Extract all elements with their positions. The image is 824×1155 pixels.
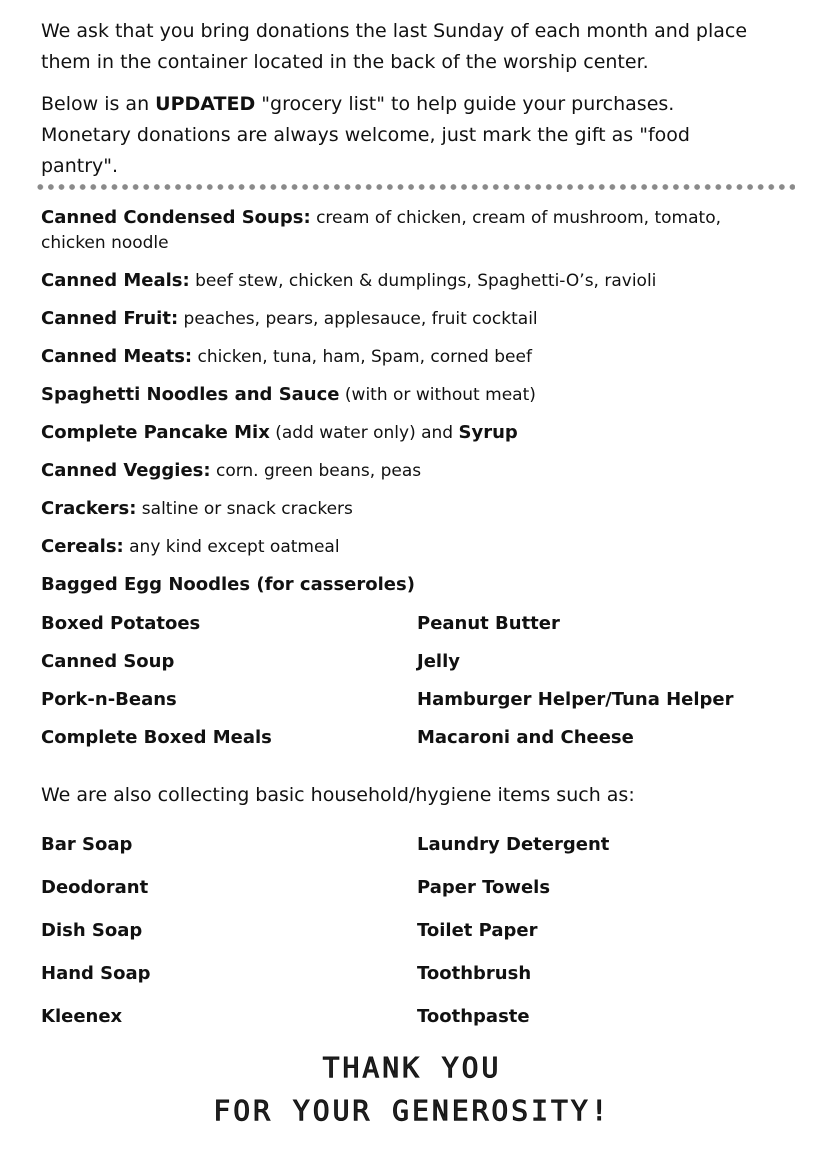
list-item <box>41 205 786 256</box>
item-label: Canned Fruit: <box>41 308 179 329</box>
list-item <box>41 572 415 598</box>
item-label: Bagged Egg Noodles (for casseroles) <box>41 574 415 595</box>
hygiene-right-item: Toothbrush <box>417 963 532 984</box>
intro-paragraph: We ask that you bring donations the last Sunday of each month and place them in the container located in the back of the worship center. <box>41 20 748 73</box>
grocery-right-item: Macaroni and Cheese <box>417 727 634 748</box>
item-label: Canned Veggies: <box>41 460 211 481</box>
list-item <box>41 420 518 446</box>
hygiene-right-item: Toilet Paper <box>417 920 538 941</box>
list-item <box>41 344 532 370</box>
grocery-left-item: Boxed Potatoes <box>41 613 201 634</box>
intro-text-after: "grocery list" to help guide your purchases. Monetary donations are always welcome, just mark the gift as "food pantry". <box>41 93 690 177</box>
list-item <box>41 496 353 522</box>
hygiene-left-item: Dish Soap <box>41 920 143 941</box>
generosity-line: FOR YOUR GENEROSITY! <box>213 1094 611 1127</box>
thank-you-line: THANK YOU <box>322 1051 502 1084</box>
dotted-divider <box>35 184 795 190</box>
list-item <box>41 534 340 560</box>
grocery-left-item: Pork-n-Beans <box>41 689 177 710</box>
hygiene-left-item: Hand Soap <box>41 963 151 984</box>
item-desc: cream of chicken, cream of mushroom, tomato, chicken noodle <box>41 208 721 253</box>
hygiene-left-item: Deodorant <box>41 877 149 898</box>
item-label: Canned Meats: <box>41 346 193 367</box>
hygiene-right-item: Paper Towels <box>417 877 551 898</box>
grocery-list-intro <box>41 89 741 182</box>
item-label: Cereals: <box>41 536 124 557</box>
item-label-syrup: Syrup <box>458 422 518 443</box>
list-item <box>41 306 538 332</box>
item-desc: saltine or snack crackers <box>136 499 353 519</box>
item-desc: corn. green beans, peas <box>210 461 422 481</box>
hygiene-right-item: Laundry Detergent <box>417 834 610 855</box>
intro-text-before: Below is an <box>41 93 156 115</box>
grocery-right-item: Jelly <box>417 651 460 672</box>
item-label: Complete Pancake Mix <box>41 422 270 443</box>
item-desc: chicken, tuna, ham, Spam, corned beef <box>192 347 532 367</box>
hygiene-intro: We are also collecting basic household/hygiene items such as: <box>41 784 635 806</box>
hygiene-left-item: Bar Soap <box>41 834 133 855</box>
item-label: Canned Meals: <box>41 270 190 291</box>
item-desc: peaches, pears, applesauce, fruit cocktail <box>178 309 538 329</box>
updated-emphasis: UPDATED <box>155 93 256 115</box>
grocery-right-item: Hamburger Helper/Tuna Helper <box>417 689 734 710</box>
item-desc: (with or without meat) <box>339 385 536 405</box>
thank-you-message <box>0 1046 824 1132</box>
item-desc: any kind except oatmeal <box>123 537 340 557</box>
list-item <box>41 382 536 408</box>
list-item <box>41 458 421 484</box>
hygiene-right-item: Toothpaste <box>417 1006 530 1027</box>
list-item <box>41 268 656 294</box>
grocery-left-item: Canned Soup <box>41 651 175 672</box>
item-label: Canned Condensed Soups: <box>41 207 311 228</box>
item-label: Spaghetti Noodles and Sauce <box>41 384 340 405</box>
item-label: Crackers: <box>41 498 137 519</box>
hygiene-left-item: Kleenex <box>41 1006 123 1027</box>
grocery-left-item: Complete Boxed Meals <box>41 727 272 748</box>
grocery-right-item: Peanut Butter <box>417 613 560 634</box>
item-desc: beef stew, chicken & dumplings, Spaghetti-O’s, ravioli <box>189 271 657 291</box>
item-desc: (add water only) and <box>269 423 459 443</box>
